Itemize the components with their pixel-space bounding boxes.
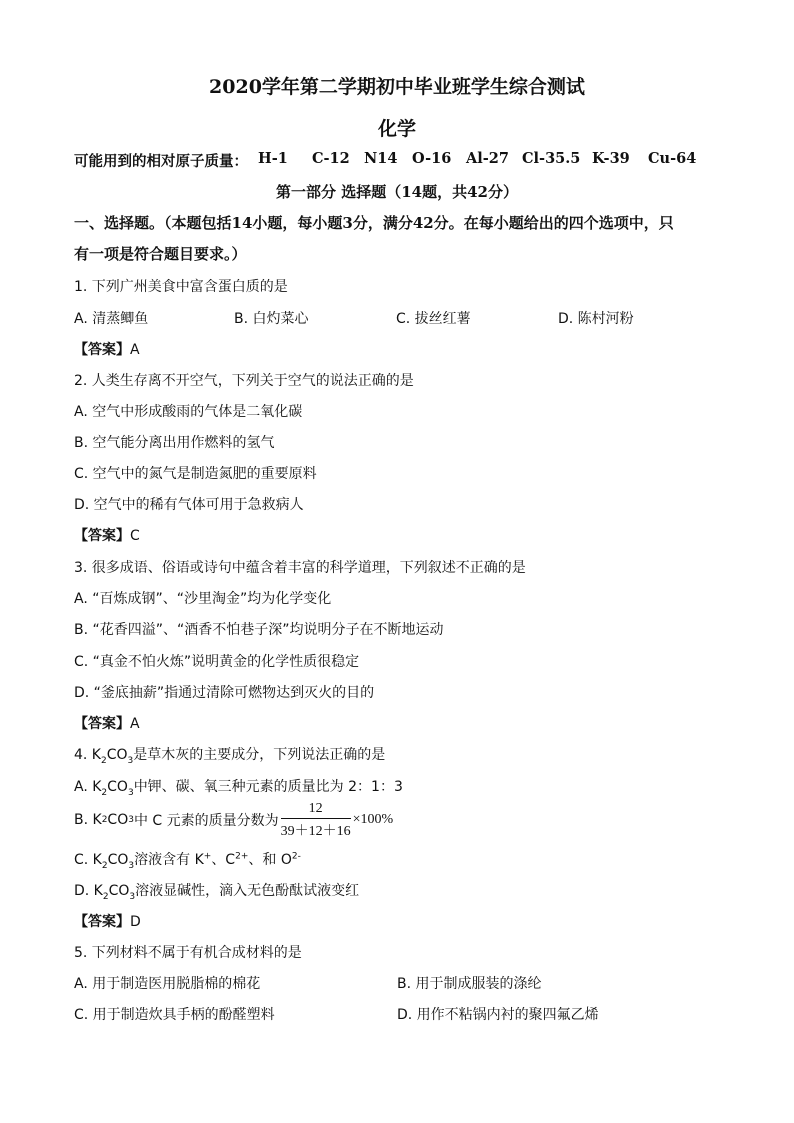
option: B. K 2 CO 3 中 C 元素的质量分数为 $\frac{12}{39+12+16}$ ×100%	[74, 800, 394, 839]
answer-value: A	[130, 342, 140, 358]
subject-title: 化学	[377, 118, 416, 140]
option: C. 拔丝红薯	[396, 311, 471, 327]
question-stem: 1. 下列广州美食中富含蛋白质的是	[74, 279, 288, 295]
atom-mass: O-16	[412, 150, 452, 167]
option: D. $K_2CO_3$溶液显碱性，滴入无色酚酞试液变红	[74, 883, 360, 902]
answer-tag: 【答案】	[74, 914, 130, 930]
answer-tag: 【答案】	[74, 342, 130, 358]
answer-value: C	[130, 528, 140, 544]
option: D. 用作不粘锅内衬的聚四氟乙烯	[397, 1007, 599, 1023]
atom-mass: C-12	[312, 150, 350, 167]
option: A. “百炼成钢”、“沙里淘金”均为化学变化	[74, 591, 332, 607]
section-instructions-line2: 有一项是符合题目要求。）	[74, 245, 247, 263]
option: D. 陈村河粉	[558, 311, 634, 327]
atom-mass: K-39	[592, 150, 630, 167]
answer	[74, 339, 140, 359]
part-heading: 第一部分 选择题（14题，共42分）	[276, 183, 518, 201]
option: D. “釜底抽薪”指通过清除可燃物达到灭火的目的	[74, 685, 375, 701]
answer	[74, 713, 140, 733]
exam-title: 2020学年第二学期初中毕业班学生综合测试	[209, 76, 585, 98]
answer-tag: 【答案】	[74, 528, 130, 544]
atomic-masses	[74, 150, 734, 170]
answer	[74, 525, 140, 545]
question-stem: 4. $K_2CO_3$是草木灰的主要成分，下列说法正确的是	[74, 747, 386, 766]
option: A. 空气中形成酸雨的气体是二氧化碳	[74, 404, 303, 420]
option: B. 白灼菜心	[234, 311, 309, 327]
option: C. “真金不怕火炼”说明黄金的化学性质很稳定	[74, 654, 360, 670]
atom-mass: Cu-64	[648, 150, 697, 167]
atom-mass: Cl-35.5	[522, 150, 581, 167]
option: A. $K_2CO_3$中钾、碳、氧三种元素的质量比为 2：1：3	[74, 779, 403, 798]
question-stem: 5. 下列材料不属于有机合成材料的是	[74, 945, 302, 961]
atom-mass: Al-27	[466, 150, 509, 167]
option: B. “花香四溢”、“酒香不怕巷子深”均说明分子在不断地运动	[74, 622, 444, 638]
atom-mass: N14	[364, 150, 398, 167]
option: C. $K_2CO_3$溶液含有 K+、$C^{2+}$、和 $O^{2-}$	[74, 851, 301, 871]
atom-mass: H-1	[258, 150, 288, 167]
mass-fraction-formula: $\frac{12}{39+12+16}$	[280, 800, 351, 839]
option: B. 用于制成服装的涤纶	[397, 976, 542, 992]
answer-tag: 【答案】	[74, 716, 130, 732]
question-stem: 3. 很多成语、俗语或诗句中蕴含着丰富的科学道理，下列叙述不正确的是	[74, 560, 526, 576]
option: A. 用于制造医用脱脂棉的棉花	[74, 976, 261, 992]
option: D. 空气中的稀有气体可用于急救病人	[74, 497, 304, 513]
section-instructions-line1: 一、选择题。（本题包括14小题，每小题3分，满分42分。在每小题给出的四个选项中，只	[74, 214, 674, 232]
answer	[74, 911, 141, 931]
option: A. 清蒸鲫鱼	[74, 311, 149, 327]
option: B. 空气能分离出用作燃料的氢气	[74, 435, 275, 451]
answer-value: D	[130, 914, 141, 930]
question-stem: 2. 人类生存离不开空气，下列关于空气的说法正确的是	[74, 373, 414, 389]
option: C. 用于制造炊具手柄的酚醛塑料	[74, 1007, 275, 1023]
atoms-label: 可能用到的相对原子质量：	[74, 153, 248, 170]
answer-value: A	[130, 716, 140, 732]
option: C. 空气中的氮气是制造氮肥的重要原料	[74, 466, 317, 482]
